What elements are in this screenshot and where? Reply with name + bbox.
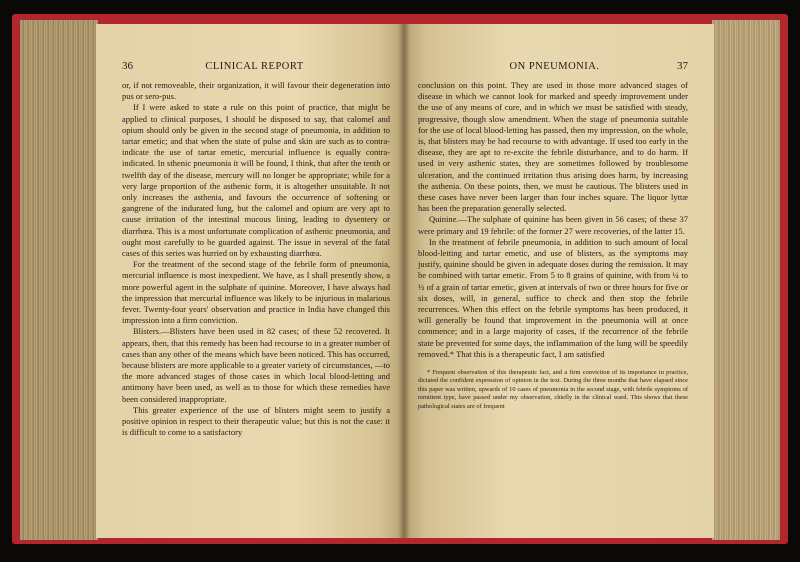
right-body-text	[418, 80, 688, 360]
paragraph: Blisters.—Blisters have been used in 82 cases; of these 52 recovered. It appears, then, that this remedy has been had recourse to in a greater number of cases than any other of the means which have been noticed. This has occurred, because blisters are more applicable to a greater variety of circumstances, —to the more advanced stages of those cases in which local blood-letting and antimony have been used, as well as to those for which these remedies have been considered inappropriate.	[122, 326, 390, 404]
paragraph: In the treatment of febrile pneumonia, in addition to such amount of local blood-letting and tartar emetic, and use of blisters, as the symptoms may justify, quinine should be given in adequate doses during the remission. It may be combined with tartar emetic. From 5 to 8 grains of quinine, with from ¼ to ½ of a grain of tartar emetic, given at intervals of two or three hours for five or six doses, will, in general, suffice to check and then stop the febrile recurrences. When this effect on the febrile symptoms has been produced, it will generally be found that improvement in the pneumonia will at once commence; and in a large majority of cases, if the recurrence of the febrile state be prevented for some days, the inflammation of the lung will be speedily removed.* That this is a therapeutic fact, I am satisfied	[418, 236, 688, 359]
book-gutter	[398, 24, 410, 538]
right-running-head	[418, 60, 688, 72]
footnote-text: * Frequent observation of this therapeutic fact, and a firm conviction of its importance in practice, dictated the confident expression of opinion in the text. During the three months that have elapsed since this paper was written, upwards of 10 cases of pneumonia in the second stage, with febrile symptoms of remittent type, have passed under my observation, chiefly in the clinical ward. This shows that these pathological states are of frequent	[418, 369, 688, 410]
right-page-number: 37	[676, 60, 688, 72]
left-running-head	[122, 60, 390, 72]
right-page	[404, 24, 714, 538]
left-header-title: CLINICAL REPORT	[205, 61, 304, 72]
paragraph: This greater experience of the use of blisters might seem to justify a positive opinion in respect to their therapeutic value; but this is not the case: it is difficult to come to a satisfactory	[122, 404, 390, 438]
right-header-title: ON PNEUMONIA.	[509, 61, 600, 72]
footnote	[418, 369, 688, 411]
right-page-edges	[712, 20, 780, 540]
left-body-text	[122, 80, 390, 439]
left-page	[96, 24, 404, 538]
paragraph: conclusion on this point. They are used in those more advanced stages of disease in which we cannot look for marked and speedy improvement under the use of any means of cure, and in which we must be satisfied with steady, progressive, though slow amendment. When the stage of pneumonia suitable for the use of local blood-letting has passed, then my impression, on the whole, is, that blisters may be had recourse to with advantage. If used too early in the disease, they are apt to re-excite the febrile disturbance, and to do harm. If used in very asthenic states, they are sometimes followed by troublesome ulceration, and the continued irritation thus arising does harm, by increasing the asthenia. On these points, then, we must be cautious. The blisters used in these cases have never been larger than four inches square. The liquor lyttæ has been the preparation generally selected.	[418, 80, 688, 214]
left-page-edges	[20, 20, 98, 540]
left-page-number: 36	[122, 60, 133, 72]
paragraph: or, if not removeable, their organization, it will favour their degeneration into pus or sero-pus.	[122, 80, 390, 102]
paragraph: Quinine.—The sulphate of quinine has been given in 56 cases; of these 37 were primary and 19 febrile: of the former 27 were recoveries, of the latter 15.	[418, 214, 688, 236]
paragraph: For the treatment of the second stage of the febrile form of pneumonia, mercurial influence is most inexpedient. We have, as I shall presently show, a more powerful agent in the sulphate of quinine. Moreover, I have always had the impression that mercurial influence was likely to be injurious in malarious fever. Twenty-four years' observation and practice in India have changed this impression into a firm conviction.	[122, 259, 390, 326]
paragraph: If I were asked to state a rule on this point of practice, that might be applied to clinical purposes, I should be disposed to say, that calomel and opium should only be given in the second stage of pneumonia, in addition to tartar emetic; and that when the state of pulse and skin are such as to contra-indicate the use of tartar emetic, mercurial influence is equally contra-indicated. In sthenic pneumonia it will be found, I think, that after the tenth or twelfth day of the disease, mercury will no longer be appropriate; while for a very large proportion of the asthenic form, it is altogether unsuitable. It not only increases the asthenia, and favours the occurrence of softening or gangrene of the indurated lung, but the calomel and opium are very apt to cause irritation of the intestinal mucous lining, leading to dysentery or diarrhœa. This is a most unfortunate complication of asthenic pneumonia, and ought most carefully to be guarded against. The issue in several of the fatal cases of this series was hurried on by exhausting diarrhœa.	[122, 102, 390, 259]
